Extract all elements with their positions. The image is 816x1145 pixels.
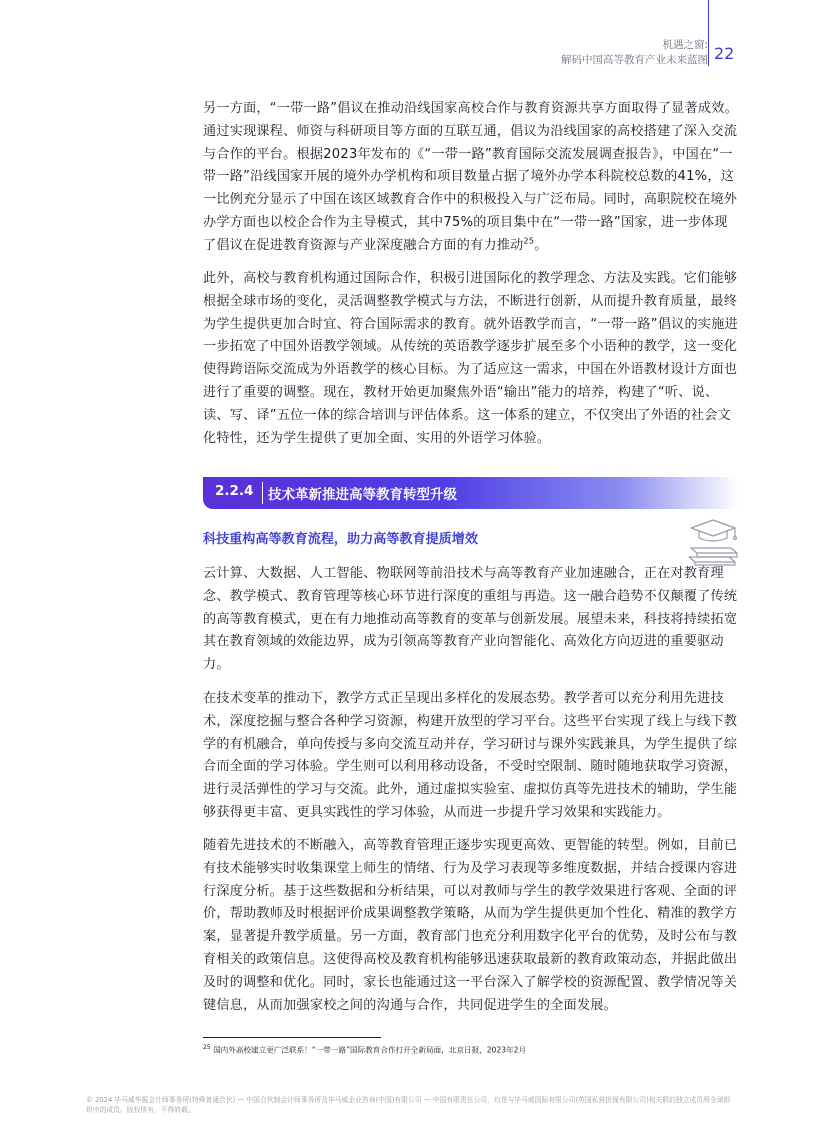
paragraph-belt-and-road-text: 另一方面，“一带一路”倡议在推动沿线国家高校合作与教育资源共享方面取得了显著成效。通过实现课程、师资与科研项目等方面的互联互通，倡议为沿线国家的高校搭建了深入交流与合作的平台。根据2023年发布的《“一带一路”教育国际交流发展调查报告》，中国在“一带一路”沿线国家开展的境外办学机构和项目数量占据了境外办学本科院校总数的41%，这一比例充分显示了中国在该区域教育合作中的积极投入与广泛布局。同时，高职院校在境外办学方面也以校企合作为主导模式，其中75%的项目集中在“一带一路”国家，进一步体现了倡议在促进教育资源与产业深度融合方面的有力推动 (203, 101, 738, 253)
footnote-text: 国内外高校建立更广泛联系！“一带一路”国际教育合作打开全新局面，北京日报，2023年2月 (213, 1045, 527, 1055)
paragraph-teaching-methods: 在技术变革的推动下，教学方式正呈现出多样化的发展态势。教学者可以充分利用先进技术，深度挖掘与整合各种学习资源，构建开放型的学习平台。这些平台实现了线上与线下教学的有机融合，单向传授与多向交流互动并存，学习研讨与课外实践兼具，为学生提供了综合而全面的学习体验。学生则可以利用移动设备，不受时空限制、随时随地获取学习资源，进行灵活弹性的学习与交流。此外，通过虚拟实验室、虚拟仿真等先进技术的辅助，学生能够获得更丰富、更具实践性的学习体验，从而进一步提升学习效果和实践能力。 (203, 691, 738, 820)
paragraph-belt-and-road (203, 98, 739, 258)
section-number: 2.2.4 (215, 483, 254, 499)
section-title: 技术革新推进高等教育转型升级 (268, 487, 457, 503)
footnote (203, 1044, 526, 1056)
footnote-reference[interactable]: 25 (523, 236, 535, 246)
footnote-marker: 25 (203, 1044, 211, 1051)
header-title-line1: 机遇之窗: (662, 39, 708, 51)
page-number: 22 (714, 44, 735, 63)
graduation-cap-books-icon (683, 518, 747, 566)
section-divider (262, 482, 263, 504)
footnote-divider (203, 1037, 381, 1038)
subheading: 科技重构高等教育流程，助力高等教育提质增效 (203, 532, 478, 547)
paragraph-education-management: 随着先进技术的不断融入，高等教育管理正逐步实现更高效、更智能的转型。例如，目前已有技术能够实时收集课堂上师生的情绪、行为及学习表现等多维度数据，并结合授课内容进行深度分析。基于这些数据和分析结果，可以对教师与学生的教学效果进行客观、全面的评价，帮助教师及时根据评价成果调整教学策略，从而为学生提供更加个性化、精准的教学方案，显著提升教学质量。另一方面，教育部门也充分利用数字化平台的优势，及时公布与教育相关的政策信息。这使得高校及教育机构能够迅速获取最新的教育政策动态，并据此做出及时的调整和优化。同时，家长也能通过这一平台深入了解学校的资源配置、教学情况等关键信息，从而加强家校之间的沟通与合作，共同促进学生的全面发展。 (203, 838, 738, 1013)
header-divider (708, 0, 709, 66)
header-title-line2: 解码中国高等教育产业未来蓝图 (561, 54, 708, 66)
copyright-notice: © 2024 毕马威华振会计师事务所(特殊普通合伙) — 中国合伙制会计师事务所及毕马威企业咨询(中国)有限公司 — 中国有限责任公司，均是与毕马威国际有限公司(英国私营担保有限公司)相关联的独立成员所全球组织中的成员。版权所有，不得转载。 (86, 1096, 731, 1114)
paragraph-tech-integration: 云计算、大数据、人工智能、物联网等前沿技术与高等教育产业加速融合，正在对教育理念、教学模式、教育管理等核心环节进行深度的重组与再造。这一融合趋势不仅颠覆了传统的高等教育模式，更在有力地推动高等教育的变革与创新发展。展望未来，科技将持续拓宽其在教育领域的效能边界，成为引领高等教育产业向智能化、高效化方向迈进的重要驱动力。 (203, 566, 738, 673)
paragraph-international-cooperation: 此外，高校与教育机构通过国际合作，积极引进国际化的教学理念、方法及实践。它们能够根据全球市场的变化，灵活调整教学模式与方法，不断进行创新，从而提升教育质量，最终为学生提供更加合时宜、符合国际需求的教育。就外语教学而言，“一带一路”倡议的实施进一步拓宽了中国外语教学领域。从传统的英语教学逐步扩展至多个小语种的教学，这一变化使得跨语际交流成为外语教学的核心目标。为了适应这一需求，中国在外语教材设计方面也进行了重要的调整。现在，教材开始更加聚焦外语“输出”能力的培养，构建了“听、说、读、写、译”五位一体的综合培训与评估体系。这一体系的建立，不仅突出了外语的社会文化特性，还为学生提供了更加全面、实用的外语学习体验。 (203, 271, 738, 446)
paragraph-belt-and-road-end: 。 (534, 237, 548, 253)
running-header (561, 38, 708, 68)
